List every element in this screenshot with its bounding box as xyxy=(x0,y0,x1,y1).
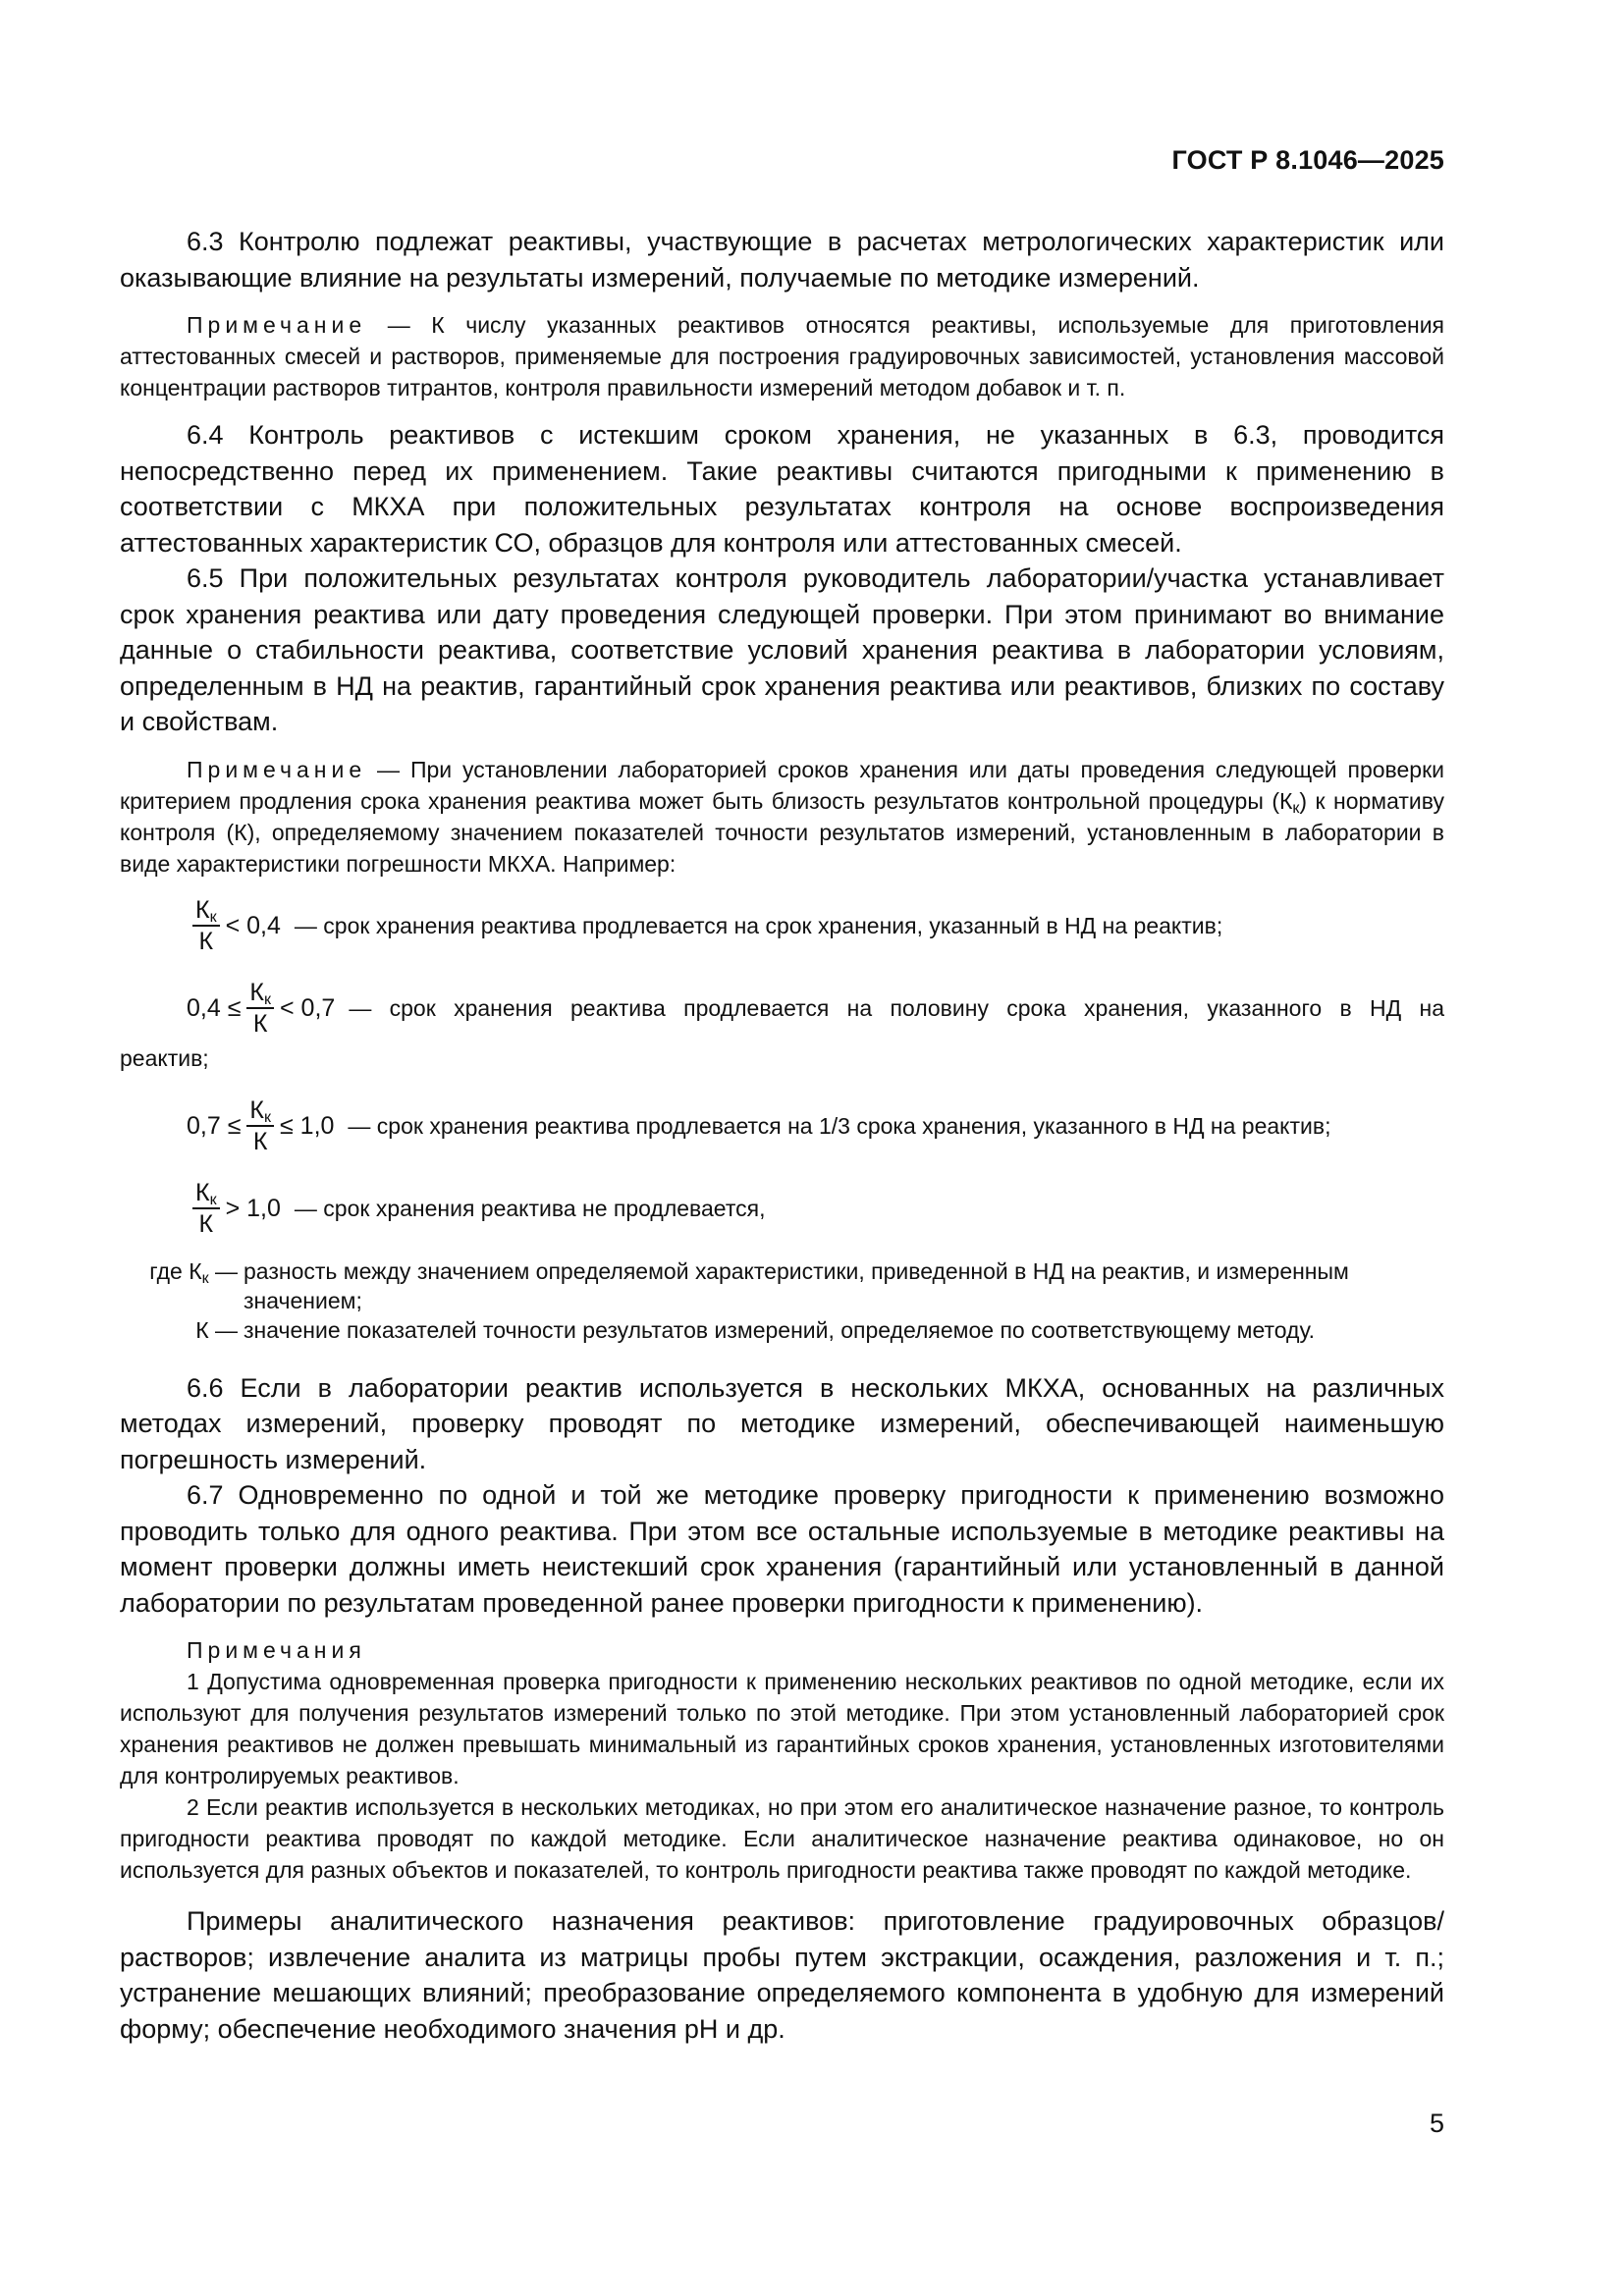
formula-4-right: > 1,0 xyxy=(225,1194,281,1222)
formula-1-right: < 0,4 xyxy=(225,911,281,939)
fraction-numerator xyxy=(246,978,274,1009)
legend-term-subscript: к xyxy=(201,1269,209,1287)
legend-desc-kk: разность между значением определяемой характеристики, приведенной в НД на реактив, и измеренным значением; xyxy=(244,1257,1349,1313)
notes-title: Примечания xyxy=(187,1637,366,1663)
fraction xyxy=(192,895,220,956)
legend-desc-k: значение показателей точности результатов измерений, определяемое по соответствующему методу. xyxy=(244,1316,1316,1343)
formula-2 xyxy=(120,978,1444,1039)
formula-3-math xyxy=(187,1095,334,1156)
fraction-denominator: К xyxy=(252,1009,268,1038)
formula-3-text: — срок хранения реактива продлевается на 1/3 срока хранения, указанного в НД на реактив; xyxy=(348,1112,1331,1139)
formula-2-math xyxy=(187,978,335,1039)
note-6-3 xyxy=(120,309,1444,403)
fraction-numerator xyxy=(192,895,220,927)
paragraph-6-3: 6.3 Контролю подлежат реактивы, участвующие в расчетах метрологических характеристик или оказывающие влияние на результаты измерений, получаемые по методике измерений. xyxy=(120,227,1444,293)
note-6-5 xyxy=(120,754,1444,880)
note-text: — К числу указанных реактивов относятся реактивы, используемые для приготовления аттестованных смесей и растворов, применяемые для построения градуировочных зависимостей, установления массовой концентрации растворов титрантов, контроля правильности измерений методом добавок и т. п. xyxy=(120,312,1444,400)
formula-2-text: — срок хранения реактива продлевается на половину срока хранения, указанного в НД на xyxy=(349,994,1444,1021)
legend-term-kk xyxy=(120,1256,244,1315)
formula-2-continuation: реактив; xyxy=(120,1044,209,1071)
fraction-denominator: К xyxy=(198,1209,214,1238)
paragraph-6-4: 6.4 Контроль реактивов с истекшим сроком хранения, не указанных в 6.3, проводится непосредственно перед их применением. Такие реактивы считаются пригодными к применению в соответствии с МКХА при положительных результатах контроля на основе воспроизведения аттестованных характеристик СО, образцов для контроля или аттестованных смесей. xyxy=(120,420,1444,558)
note-title: Примечание xyxy=(187,756,367,782)
numerator-subscript: к xyxy=(264,990,271,1008)
fraction xyxy=(246,1095,274,1156)
legend-term-dash: — xyxy=(208,1257,238,1284)
paragraph-examples: Примеры аналитического назначения реактивов: приготовление градуировочных образцов/растворов; извлечение аналита из матрицы пробы путем экстракции, осаждения, разложения и т. п.; устранение мешающих влияний; преобразование определяемого компонента в удобную для измерений форму; обеспечение необходимого значения pH и др. xyxy=(120,1906,1444,2044)
numerator-symbol: К xyxy=(195,895,210,924)
numerator-symbol: К xyxy=(249,1095,264,1124)
formula-3-right: ≤ 1,0 xyxy=(280,1111,335,1140)
formula-1-math xyxy=(187,895,281,956)
formula-legend xyxy=(120,1256,1444,1345)
legend-term-k: К — xyxy=(195,1316,238,1343)
note-subscript: к xyxy=(1292,799,1300,817)
formula-1-text: — срок хранения реактива продлевается на срок хранения, указанный в НД на реактив; xyxy=(294,912,1223,938)
legend-row-k xyxy=(120,1315,1444,1345)
paragraph-6-5: 6.5 При положительных результатах контроля руководитель лаборатории/участка устанавливает срок хранения реактива или дату проведения следующей проверки. При этом принимают во внимание данные о стабильности реактива, соответствие условий хранения реактива в лаборатории условиям, определенным в НД на реактив, гарантийный срок хранения реактива или реактивов, близких по составу и свойствам. xyxy=(120,563,1444,736)
formula-3-left: 0,7 ≤ xyxy=(187,1111,242,1140)
numerator-symbol: К xyxy=(195,1178,210,1206)
legend-term-symbol: где К xyxy=(149,1257,202,1284)
paragraph-6-7: 6.7 Одновременно по одной и той же методике проверку пригодности к применению возможно проводить только для одного реактива. При этом все остальные используемые в методике реактивы на момент проверки должны иметь неистекший срок хранения (гарантийный или установленный в данной лаборатории по результатам проведенной ранее проверки пригодности к применению). xyxy=(120,1480,1444,1618)
paragraph-6-6: 6.6 Если в лаборатории реактив используется в нескольких МКХА, основанных на различных методах измерений, проверку проводят по методике измерений, обеспечивающей наименьшую погрешность измерений. xyxy=(120,1372,1444,1474)
fraction-numerator xyxy=(246,1095,274,1127)
fraction xyxy=(246,978,274,1039)
page-content xyxy=(120,224,1444,2047)
note-item-2: 2 Если реактив используется в нескольких методиках, но при этом его аналитическое назначение разное, то контроль пригодности реактива проводят по каждой методике. Если аналитическое назначение реактива одинаковое, но он используется для разных объектов и показателей, то контроль пригодности реактива также проводят по каждой методике. xyxy=(120,1794,1444,1883)
numerator-subscript: к xyxy=(209,1191,217,1208)
formula-2-right: < 0,7 xyxy=(280,993,336,1022)
note-title: Примечание xyxy=(187,312,367,338)
note-text-part2: ) к нормативу контроля (К), определяемому значением показателей точности результатов измерений, установленным в лаборатории в виде характеристики погрешности МКХА. Например: xyxy=(120,787,1444,877)
formula-4-math xyxy=(187,1178,281,1239)
formula-2-left: 0,4 ≤ xyxy=(187,993,242,1022)
document-id-header: ГОСТ Р 8.1046—2025 xyxy=(1171,145,1444,175)
note-item-1: 1 Допустима одновременная проверка пригодности к применению нескольких реактивов по одной методике, если их используют для получения результатов измерений только по этой методике. При этом установленный лабораторией срок хранения реактивов не должен превышать минимальный из гарантийных сроков хранения, установленных изготовителями для контролируемых реактивов. xyxy=(120,1669,1444,1789)
fraction-denominator: К xyxy=(198,927,214,955)
formula-3 xyxy=(120,1095,1444,1156)
fraction-numerator xyxy=(192,1178,220,1209)
fraction xyxy=(192,1178,220,1239)
formula-1 xyxy=(120,895,1444,956)
note-text-part1: — При установлении лабораторией сроков хранения или даты проведения следующей проверки критерием продления срока хранения реактива может быть близость результатов контрольной процедуры (К xyxy=(120,756,1444,814)
legend-row-kk xyxy=(120,1256,1444,1315)
numerator-subscript: к xyxy=(264,1108,271,1126)
formula-4-text: — срок хранения реактива не продлевается, xyxy=(294,1195,766,1221)
numerator-symbol: К xyxy=(249,978,264,1006)
fraction-denominator: К xyxy=(252,1127,268,1155)
numerator-subscript: к xyxy=(209,908,217,926)
page-number: 5 xyxy=(1429,2109,1444,2138)
formula-4 xyxy=(120,1178,1444,1239)
